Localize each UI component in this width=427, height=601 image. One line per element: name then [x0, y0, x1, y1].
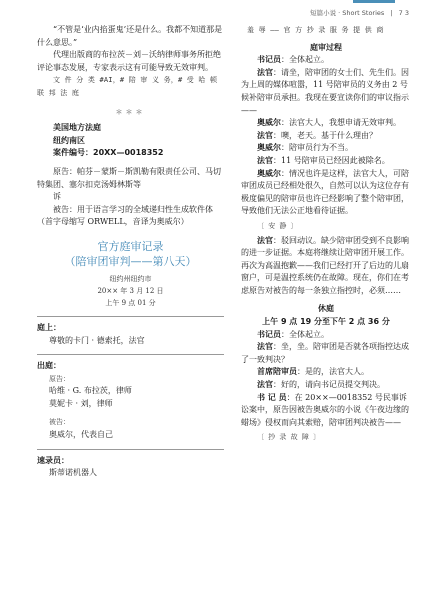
right-column	[241, 24, 411, 444]
plaintiff-parties: 原告：帕芬－蒙斯－斯凯勒有限责任公司、马切特集团、塞尔扣克汤姆林斯等	[37, 166, 221, 189]
reporter-label: 速录员：	[37, 455, 69, 465]
transcript-line	[241, 155, 411, 168]
paragraph-publisher: 代理出版商的布拉茨－刘－沃纳律师事务所拒绝评论事态发展，专家表示这有可能导致无效审判。	[37, 50, 221, 72]
stage-direction-malfunction: 〔 抄 录 故 障 〕	[257, 433, 321, 442]
transcript-line	[241, 379, 411, 392]
divider	[37, 316, 224, 317]
speaker: 首席陪审员	[257, 367, 297, 377]
record-time: 上午 9 点 01 分	[105, 298, 156, 307]
section-break-stars: ＊＊＊	[115, 107, 146, 116]
plaintiff-counsel-2: 莫妮卡 · 刘，律师	[49, 398, 113, 408]
utterance: ：噢，老天。基于什么理由？	[273, 130, 377, 140]
speaker: 奥威尔	[257, 118, 281, 128]
divider	[37, 354, 224, 355]
utterance: ：是的，法官大人。	[297, 367, 369, 377]
utterance: ：在 20××—0018352 号民事诉讼案中，原告因被告奥威尔的小说《午夜边缘的蜡场》侵权而向其索赔，陪审团判决被告——	[241, 392, 409, 427]
speaker: 奥威尔	[257, 143, 281, 153]
header-separator: |	[390, 9, 393, 17]
transcript-line	[241, 67, 411, 117]
recess-time: 上午 9 点 19 分至下午 2 点 36 分	[262, 317, 390, 327]
transcript-line	[241, 235, 411, 298]
defendant-counsel: 奥威尔，代表自己	[49, 430, 113, 440]
judge-name: 尊敬的卡门 · 德索托，法官	[49, 335, 145, 345]
transcript-line	[241, 142, 411, 155]
transcript-line	[241, 329, 411, 342]
transcript-line	[241, 392, 411, 430]
speaker: 法官	[257, 130, 273, 140]
versus-label: 诉	[53, 192, 61, 202]
speaker: 奥威尔	[257, 168, 281, 178]
stage-direction-quiet: 〔 安 静 〕	[257, 221, 298, 230]
transcript-line	[241, 117, 411, 130]
reporter-name: 斯蒂诺机器人	[49, 468, 97, 478]
transcript-line	[241, 54, 411, 67]
transcript-line	[241, 366, 411, 379]
plaintiff-label: 原告：	[49, 374, 70, 383]
speaker: 法官	[257, 235, 273, 245]
transcript-line	[241, 168, 411, 218]
defendant-label: 被告：	[49, 418, 70, 427]
section-proceedings: 庭审过程	[310, 42, 342, 52]
page-number: 7 3	[398, 9, 409, 17]
paragraph-quote: “不管是‘业内掐蛋鬼’还是什么。我都不知道那是什么意思。”	[37, 25, 223, 47]
appearances-label: 出庭：	[37, 361, 61, 371]
defendant-party: 被告：用于语言学习的全域递归性生成软件体（首字母缩写 ORWELL，音译为奥威尔）	[37, 204, 213, 227]
utterance: ：坐，坐。陪审团是否就各项指控达成了一致判决？	[241, 342, 409, 364]
previous-line: 羞 辱 —— 官 方 抄 录 服 务 提 供 商	[247, 26, 384, 34]
utterance: ：陪审员行为不当。	[281, 143, 353, 153]
speaker: 书记员	[257, 329, 281, 339]
case-number: 案件编号：20XX—0018352	[53, 148, 164, 158]
header-title: 短篇小说 · Short Stories	[310, 9, 385, 17]
utterance: ：情况也许是这样，法官大人，可陪审团成员已经相处很久，自然可以认为这位存有极度偏见的陪审员也许已经影响了整个陪审团，导致他们无法公正地看待证据。	[241, 168, 409, 216]
record-location: 纽约州纽约市	[109, 274, 152, 283]
speaker: 法官	[257, 67, 273, 77]
utterance: ：请坐，陪审团的女士们、先生们。因为上周的媒体喧嚣，11 号陪审员的义务由 2 号候补陪审员承担。我现在要宣读你们的审议指示——	[241, 67, 409, 115]
record-title: 官方庭审记录	[97, 239, 164, 253]
transcript-line	[241, 130, 411, 143]
utterance: ：11 号陪审员已经因此被除名。	[273, 155, 390, 165]
utterance: ：全体起立。	[281, 329, 329, 339]
court-district: 纽约南区	[53, 135, 85, 145]
speaker: 法官	[257, 342, 273, 352]
left-column	[37, 24, 224, 480]
section-recess: 休庭	[318, 304, 334, 314]
transcript-line	[241, 341, 411, 366]
record-subtitle: （陪审团审判——第八天）	[64, 254, 197, 268]
header-accent-bar	[353, 0, 395, 3]
record-date: 20×× 年 3 月 12 日	[97, 286, 164, 295]
file-tags: 文 件 分 类 #AI，# 陪 审 义 务，# 受 哈 顿 联 邦 法 庭	[37, 76, 218, 97]
court-label: 庭上：	[37, 322, 61, 332]
speaker: 书记员	[257, 55, 281, 65]
divider	[37, 449, 224, 450]
court-name: 美国地方法庭	[53, 123, 101, 133]
running-header	[310, 8, 409, 17]
utterance: ：好的，请向书记员提交判决。	[273, 380, 385, 390]
utterance: ：法官大人，我想申请无效审判。	[281, 118, 401, 128]
utterance: ：驳回动议。缺少陪审团受到不良影响的进一步证据。本庭将继续让陪审团开展工作。再次为高温抱歉——我们已经打开了后边的儿扇窗户，可是温控系统仍在故障。现在，你们在考虑原告对被告的每一条独立指控时，必须……	[241, 235, 409, 295]
speaker: 法官	[257, 380, 273, 390]
utterance: ：全体起立。	[281, 55, 329, 65]
plaintiff-counsel-1: 哈维 · G. 布拉茨，律师	[49, 386, 132, 396]
speaker: 书 记 员	[257, 392, 287, 402]
speaker: 法官	[257, 155, 273, 165]
